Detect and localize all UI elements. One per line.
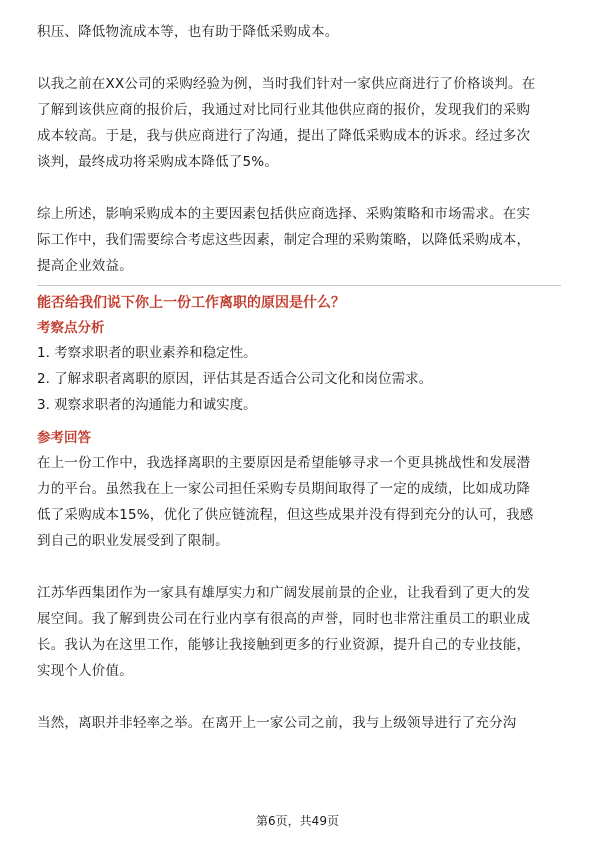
answer-paragraph: 江苏华西集团作为一家具有雄厚实力和广阔发展前景的企业，让我看到了更大的发 展空间。我了解到贵公司在行业内享有很高的声誉，同时也非常注重员工的职业成 长。我认为在这里工作，能够让我接触到更多的行业资源，提升自己的专业技能， 实现个人价值。 <box>37 585 531 679</box>
paragraph-gap <box>37 684 561 710</box>
paragraph: 积压、降低物流成本等，也有助于降低采购成本。 <box>37 24 339 40</box>
page-content <box>37 19 561 736</box>
answer-paragraph: 在上一份工作中，我选择离职的主要原因是希望能够寻求一个更具挑战性和发展潜 力的平台。虽然我在上一家公司担任采购专员期间取得了一定的成绩，比如成功降 低了采购成本15%，优化了供应链流程，但这些成果并没有得到充分的认可，我感 到自己的职业发展受到了限制。 <box>37 455 534 549</box>
analysis-item: 2. 了解求职者离职的原因，评估其是否适合公司文化和岗位需求。 <box>37 371 433 387</box>
paragraph-gap <box>37 554 561 580</box>
analysis-title: 考察点分析 <box>37 320 105 336</box>
paragraph: 综上所述，影响采购成本的主要因素包括供应商选择、采购策略和市场需求。在实 际工作中，我们需要综合考虑这些因素，制定合理的采购策略，以降低采购成本， 提高企业效益。 <box>37 206 531 274</box>
analysis-item: 3. 观察求职者的沟通能力和诚实度。 <box>37 397 257 413</box>
question-heading: 能否给我们说下你上一份工作离职的原因是什么？ <box>37 295 345 311</box>
answer-title: 参考回答 <box>37 430 91 446</box>
paragraph-gap <box>37 45 561 71</box>
paragraph: 以我之前在XX公司的采购经验为例，当时我们针对一家供应商进行了价格谈判。在 了解到该供应商的报价后，我通过对比同行业其他供应商的报价，发现我们的采购 成本较高。于是，我与供应商进行了沟通，提出了降低采购成本的诉求。经过多次 谈判，最终成功将采购成本降低了5%。 <box>37 76 536 170</box>
spacer <box>37 418 561 426</box>
section-divider <box>37 285 561 286</box>
page-number: 第6页，共49页 <box>256 814 339 828</box>
answer-paragraph: 当然，离职并非轻率之举。在离开上一家公司之前，我与上级领导进行了充分沟 <box>37 715 517 731</box>
paragraph-gap <box>37 175 561 201</box>
analysis-item: 1. 考察求职者的职业素养和稳定性。 <box>37 345 257 361</box>
